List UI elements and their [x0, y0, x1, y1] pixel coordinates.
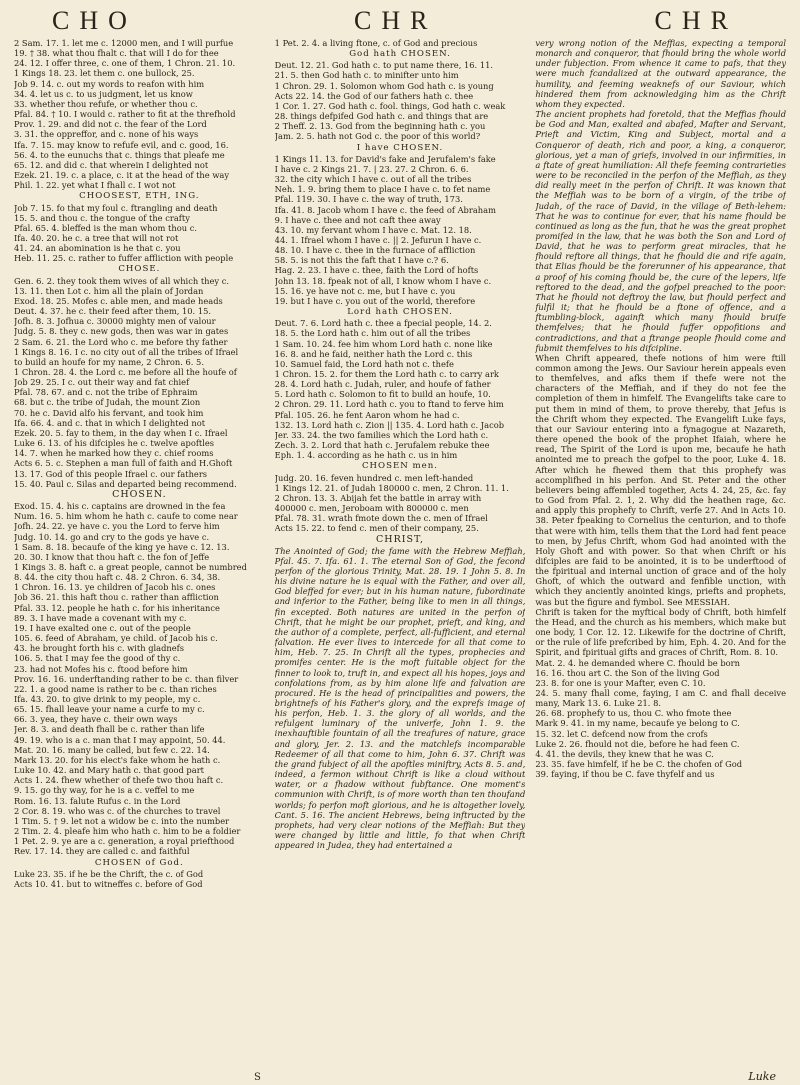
- entry-line: 2 Tim. 2. 4. pleafe him who hath c. him to be a foldier: [14, 826, 241, 837]
- entry-line: 106. 5. that I may fee the good of thy c.: [14, 653, 181, 664]
- header-center: CHR: [353, 6, 438, 35]
- entry-line: Gen. 6. 2. they took them wives of all which they c.: [14, 275, 230, 286]
- entry-line: 9. 15. go thy way, for he is a c. veffel to me: [14, 785, 195, 796]
- entry-heading: CHOSEN men.: [361, 461, 439, 472]
- entry-line: Deut. 4. 37. he c. their feed after them, 10. 15.: [14, 306, 212, 317]
- entry-heading: CHOOSEST, ETH, ING.: [79, 191, 200, 202]
- entry-heading: CHOSE.: [118, 264, 161, 275]
- entry-line: 20. 30. I know that thou haft c. the fon of Jeffe: [14, 551, 210, 562]
- entry-line: Job 9. 14. c. out my words to reafon with him: [14, 78, 205, 89]
- entry-line: Acts 10. 41. but to witneffes c. before of God: [14, 878, 203, 889]
- entry-line: Rev. 17. 14. they are called c. and faithful: [14, 846, 190, 857]
- entry-line: 15. 16. ye have not c. me, but I have c. you: [274, 285, 456, 296]
- entry-line: Acts 6. 5. c. Stephen a man full of faith and H.Ghoft: [14, 458, 233, 469]
- running-header: [14, 6, 786, 36]
- header-right: CHR: [654, 6, 738, 35]
- entry-line: Acts 1. 24. fhew whether of thefe two thou haft c.: [14, 775, 224, 786]
- entry-line: 1 Sam. 8. 18. becaufe of the king ye have c. 12. 13.: [14, 541, 230, 552]
- entry-line: 66. 3. yea, they have c. their own ways: [14, 714, 178, 725]
- entry-line: 5. Lord hath c. Solomon to fit to build an houfe, 10.: [274, 389, 491, 400]
- entry-line: Heb. 11. 25. c. rather to fuffer affliction with people: [14, 253, 234, 264]
- header-left: CHO: [52, 6, 137, 35]
- entry-line: 2 Theff. 2. 13. God from the beginning hath c. you: [274, 121, 486, 132]
- entry-line: 3. 31. the oppreffor, and c. none of his ways: [14, 129, 199, 140]
- entry-line: The ancient prophets had foretold, that the Meffias fhould be God and Man, exalted and abafed, Mafter and Servant, Prieft and Victim, King and Subject, mortal and a Conqueror of death, rich and poor, a king, a conqueror, glorious, yet a man of griefs, involved in our infirmities, in a ftate of great humiliation: All thefe feeming contrarieties were to be reconciled in the perfon of the Meffiah, as they did really meet in the perfon of Chrift. It was known that the Meffiah was to be born of a virgin, of the tribe of Judah, of the race of David, in the village of Beth-lehem: That he was to continue for ever, that his name fhould be continued as long as the fun, that he was the great prophet promifed in the law, that he was both the Son and Lord of David, that he was to perform great miracles, that he fhould reftore all things, that he fhould die and rife again, that Elias fhould be the forerunner of his appearance, that a proof of his coming fhould be, the cure of the lepers, life reftored to the dead, and the gofpel preached to the poor: That he fhould not deftroy the law, but fhould perfect and fulfil it; that he fhould be a ftone of offence, and a ftumbling-block, againft which many fhould bruife themfelves; that he fhould fuffer oppofitions and contradictions, and that a ftrange people fhould come and fubmit themfelves to his difcipline.: [535, 109, 787, 353]
- entry-line: Num. 16. 5. him whom he hath c. caufe to come near: [14, 511, 238, 522]
- entry-line: Jofh. 8. 3. Jofhua c. 30000 mighty men of valour: [14, 316, 216, 327]
- entry-line: 65. 15. fhall leave your name a curfe to my c.: [14, 704, 205, 715]
- entry-line: Deut. 7. 6. Lord hath c. thee a fpecial people, 14. 2.: [274, 318, 492, 329]
- entry-line: 1 Pet. 2. 4. a living ftone, c. of God and precious: [274, 38, 478, 48]
- entry-line: Ifa. 43. 20. to give drink to my people, my c.: [14, 694, 201, 704]
- entry-line: Job 29. 25. I c. out their way and fat chief: [14, 377, 190, 388]
- entry-line: The Anointed of God; the fame with the Hebrew Meffiah, Pfal. 45. 7. Ifa. 61. 1. The eternal Son of God, the fecond perfon of the glorious Trinity, Mat. 28. 19. 1 John 5. 8. In his divine nature he is equal with the Father, and over all, God bleffed for ever; but in his human nature, fubordinate and inferior to the Father, being like to men in all things, fin excepted. Both natures are united in the perfon of Chrift, that he might be our prophet, prieft, and king, and the author of a complete, perfect, all-fufficient, and eternal falvation. He ever lives to intercede for all that come to him, Heb. 7. 25. In Chrift all the types, prophecies and promifes center. He is the moft fuitable object for the finner to look to, truft in, and expect all his hopes, joys and confolations from, as by him alone life and falvation are procured. He is the head of principalities and powers, the brightnefs of his Father's glory, and the exprefs image of his perfon, Heb. 1. 3. the glory of all worlds, and the refulgent luminary of the univerfe, John 1. 9. the inexhauftible fountain of all the treafures of nature, grace and glory, Jer. 2. 13. and the matchlefs incomparable Redeemer of all that come to him, John 6. 37. Chrift was the grand fubject of all the apoftles miniftry, Acts 8. 5. and, indeed, a fermon without Chrift is like a cloud without water, or a fhadow without fubftance. One moment's communion with Chrift, is of more worth than ten thoufand worlds; fo perfon moft glorious, and he is altogether lovely, Cant. 5. 16. The ancient Hebrews, being inftructed by the prophets, had very clear notions of the Meffiah: But they were changed by little and little, fo that when Chrift appeared in Judea, they had entertained a: [274, 545, 526, 851]
- entry-line: 70. he c. David alfo his fervant, and took him: [14, 407, 204, 418]
- entry-line: 1 Kings 12. 21. of Judah 180000 c. men, 2 Chron. 11. 1.: [274, 482, 509, 493]
- entry-line: Luke 2. 26. fhould not die, before he had feen C.: [535, 738, 740, 749]
- entry-line: Job 36. 21. this haft thou c. rather than affliction: [14, 592, 219, 603]
- entry-line: Prov. 16. 16. underftanding rather to be c. than filver: [14, 673, 239, 684]
- entry-line: 1 Cor. 1. 27. God hath c. fool. things, God hath c. weak: [274, 100, 506, 111]
- entry-line: 15. 5. and thou c. the tongue of the crafty: [14, 212, 190, 223]
- entry-line: 19. † 38. what thou fhalt c. that will I do for thee: [14, 48, 219, 59]
- entry-line: Mat. 20. 16. many be called, but few c. 22. 14.: [14, 744, 210, 755]
- entry-line: 1 Chron. 16. 13. ye children of Jacob his c. ones: [14, 582, 216, 593]
- entry-line: 39. faying, if thou be C. fave thyfelf and us: [535, 769, 715, 780]
- entry-line: 23. 35. fave himfelf, if he be C. the chofen of God: [535, 759, 743, 770]
- entry-line: 19. but I have c. you out of the world, therefore: [274, 295, 476, 306]
- entry-line: 33. whether thou refufe, or whether thou c.: [14, 98, 198, 109]
- entry-line: Ifa. 7. 15. may know to refufe evil, and c. good, 16.: [14, 139, 229, 150]
- entry-line: Rom. 16. 13. falute Rufus c. in the Lord: [14, 795, 181, 806]
- entry-line: 16. 16. thou art C. the Son of the living God: [535, 667, 720, 678]
- column-middle: [275, 38, 526, 1068]
- entry-line: 10. Samuel faid, the Lord hath not c. thefe: [274, 358, 454, 369]
- entry-line: John 13. 18. fpeak not of all, I know whom I have c.: [274, 275, 492, 286]
- entry-line: Deut. 12. 21. God hath c. to put name there, 16. 11.: [274, 60, 494, 71]
- entry-line: 24. 12. I offer three, c. one of them, 1 Chron. 21. 10.: [14, 58, 236, 69]
- entry-line: 65. 12. and did c. that wherein I delighted not: [14, 159, 209, 170]
- entry-line: 1 Tim. 5. † 9. let not a widow be c. into the number: [14, 815, 230, 826]
- entry-line: Jofh. 24. 22. ye have c. you the Lord to ferve him: [14, 521, 220, 532]
- entry-line: 49. 19. who is a c. man that I may appoint, 50. 44.: [14, 734, 226, 745]
- entry-line: 28. 4. Lord hath c. Judah, ruler, and houfe of father: [274, 379, 491, 390]
- entry-line: Pfal. 105. 26. he fent Aaron whom he had c.: [274, 409, 460, 420]
- column-right: [535, 38, 786, 1068]
- entry-line: Jam. 2. 5. hath not God c. the poor of this world?: [274, 131, 481, 142]
- entry-line: 68. but c. the tribe of Judah, the mount Zion: [14, 397, 201, 408]
- entry-line: 400000 c. men, Jeroboam with 800000 c. men: [274, 503, 469, 514]
- entry-line: 26. 68. prophefy to us, thou C. who fmote thee: [535, 708, 732, 719]
- entry-line: 1 Kings 11. 13. for David's fake and Jerufalem's fake: [274, 153, 496, 164]
- entry-line: Ezek. 20. 5. fay to them, in the day when I c. Ifrael: [14, 427, 228, 438]
- entry-line: 18. 5. the Lord hath c. him out of all the tribes: [274, 328, 471, 339]
- entry-line: 2 Chron. 29. 11. Lord hath c. you to ftand to ferve him: [274, 399, 504, 410]
- entry-heading: I have CHOSEN.: [356, 142, 444, 153]
- entry-line: 1 Sam. 10. 24. fee him whom Lord hath c. none like: [274, 338, 493, 349]
- entry-line: Judg. 20. 16. feven hundred c. men left-handed: [274, 472, 474, 483]
- entry-line: 43. 10. my fervant whom I have c. Mat. 12. 18.: [274, 224, 472, 235]
- entry-line: 1 Pet. 2. 9. ye are a c. generation, a royal priefthood: [14, 836, 235, 847]
- entry-line: Mark 13. 20. for his elect's fake whom he hath c.: [14, 754, 221, 765]
- entry-line: Judg. 10. 14. go and cry to the gods ye have c.: [14, 531, 210, 542]
- entry-line: 1 Chron. 29. 1. Solomon whom God hath c. is young: [274, 80, 494, 91]
- entry-line: Pfal. 78. 31. wrath fmote down the c. men of Ifrael: [274, 513, 488, 524]
- entry-heading: God hath CHOSEN.: [349, 49, 451, 60]
- entry-line: Jer. 33. 24. the two families which the Lord hath c.: [274, 429, 489, 440]
- entry-line: 14. 7. when he marked how they c. chief rooms: [14, 448, 214, 459]
- entry-line: Pfal. 84. † 10. I would c. rather to fit at the threfhold: [14, 109, 236, 120]
- entry-line: 105. 6. feed of Abraham, ye child. of Jacob his c.: [14, 633, 218, 644]
- entry-line: 28. things defpifed God hath c. and things that are: [274, 111, 489, 122]
- entry-line: Ifa. 40. 20. he c. a tree that will not rot: [14, 232, 179, 243]
- entry-line: Chrift is taken for the myftical body of Chrift, both himfelf the Head, and the church as his members, which make but one body, 1 Cor. 12. 12. Likewife for the doctrine of Chrift, or the rule of life prefcribed by him, Eph. 4. 20. And for the Spirit, and fpiritual gifts and graces of Chrift, Rom. 8. 10.: [535, 606, 787, 658]
- catchword: Luke: [748, 1070, 776, 1083]
- entry-line: 34. 4. let us c. to us judgment, let us know: [14, 88, 193, 99]
- entry-line: Pfal. 78. 67. and c. not the tribe of Ephraim: [14, 387, 198, 398]
- entry-line: 2 Sam. 17. 1. let me c. 12000 men, and I will purfue: [14, 38, 234, 48]
- entry-line: Ifa. 66. 4. and c. that in which I delighted not: [14, 417, 206, 428]
- entry-line: Job 7. 15. fo that my foul c. ftrangling and death: [14, 202, 218, 213]
- entry-heading: CHOSEN of God.: [94, 857, 184, 868]
- entry-line: Luke 10. 42. and Mary hath c. that good part: [14, 765, 204, 776]
- entry-line: 13. 17. God of this people Ifrael c. our fathers: [14, 468, 208, 479]
- entry-line: 2 Chron. 13. 3. Abijah fet the battle in array with: [274, 492, 482, 503]
- entry-line: 15. 32. let C. defcend now from the crofs: [535, 728, 708, 739]
- entry-line: 32. the city which I have c. out of all the tribes: [274, 174, 472, 185]
- entry-line: 2 Sam. 6. 21. the Lord who c. me before thy father: [14, 336, 228, 347]
- entry-line: 19. I have exalted one c. out of the people: [14, 622, 191, 633]
- entry-line: Judg. 5. 8. they c. new gods, then was war in gates: [14, 326, 229, 337]
- entry-line: Hag. 2. 23. I have c. thee, faith the Lord of hofts: [274, 265, 479, 276]
- entry-line: 43. he brought forth his c. with gladnefs: [14, 643, 185, 654]
- entry-line: Zech. 3. 2. Lord that hath c. Jerufalem rebuke thee: [274, 440, 490, 451]
- entry-line: very wrong notion of the Meffias, expecting a temporal monarch and conqueror, that fhould bring the whole world under fubjection. From whence it came to pafs, that they were much fcandalized at the outward appearance, the humility, and feeming weaknefs of our Saviour, which hindered them from acknowledging him as the Chrift whom they expected.: [535, 38, 787, 109]
- entry-line: Mat. 2. 4. he demanded where C. fhould be born: [535, 657, 740, 668]
- entry-line: 44. 1. Ifrael whom I have c. || 2. Jefurun I have c.: [274, 234, 482, 245]
- entry-line: Eph. 1. 4. according as he hath c. us in him: [274, 450, 458, 461]
- entry-line: I have c. 2 Kings 21. 7. | 23. 27. 2 Chron. 6. 6.: [274, 163, 469, 174]
- entry-line: Pfal. 33. 12. people he hath c. for his inheritance: [14, 602, 220, 613]
- entry-line: Acts 15. 22. to fend c. men of their company, 25.: [274, 523, 479, 534]
- entry-line: Phil. 1. 22. yet what I fhall c. I wot not: [14, 180, 176, 191]
- entry-line: Ifa. 41. 8. Jacob whom I have c. the feed of Abraham: [274, 204, 496, 215]
- entry-line: 56. 4. to the eunuchs that c. things that pleafe me: [14, 149, 225, 160]
- entry-line: Exod. 15. 4. his c. captains are drowned in the fea: [14, 501, 226, 512]
- text-columns: [14, 38, 786, 1068]
- entry-line: Neh. 1. 9. bring them to place I have c. to fet name: [274, 184, 491, 195]
- entry-line: 132. 13. Lord hath c. Zion || 135. 4. Lord hath c. Jacob: [274, 419, 505, 430]
- entry-line: 1 Kings 8. 16. I c. no city out of all the tribes of Ifrael: [14, 346, 239, 357]
- entry-line: 8. 44. the city thou haft c. 48. 2 Chron. 6. 34, 38.: [14, 572, 221, 583]
- entry-line: 4. 41. the devils, they knew that he was C.: [535, 748, 714, 759]
- entry-line: 58. 5. is not this the faft that I have c.? 6.: [274, 255, 449, 266]
- entry-line: Pfal. 119. 30. I have c. the way of truth, 173.: [274, 194, 463, 205]
- signature-mark: S: [254, 1072, 261, 1083]
- entry-heading: CHOSEN.: [112, 488, 167, 500]
- entry-line: 21. 5. then God hath c. to minifter unto him: [274, 70, 459, 81]
- entry-line: 1 Kings 3. 8. haft c. a great people, cannot be numbred: [14, 561, 247, 572]
- entry-line: Mark 9. 41. in my name, becaufe ye belong to C.: [535, 718, 740, 729]
- entry-line: 2 Cor. 8. 19. who was c. of the churches to travel: [14, 805, 221, 816]
- entry-line: 13. 11. then Lot c. him all the plain of Jordan: [14, 285, 204, 296]
- entry-line: 1 Kings 18. 23. let them c. one bullock, 25.: [14, 68, 195, 79]
- entry-line: Luke 6. 13. of his difciples he c. twelve apoftles: [14, 438, 215, 449]
- entry-line: 16. 8. and he faid, neither hath the Lord c. this: [274, 348, 473, 359]
- entry-line: 15. 40. Paul c. Silas and departed being recommend.: [14, 478, 237, 489]
- entry-line: to build an houfe for my name, 2 Chron. 6. 5.: [14, 356, 204, 367]
- entry-line: Luke 23. 35. if he be the Chrift, the c. of God: [14, 868, 204, 879]
- entry-line: 1 Chron. 28. 4. the Lord c. me before all the houfe of: [14, 367, 237, 377]
- entry-line: Ezek. 21. 19. c. a place, c. it at the head of the way: [14, 170, 230, 181]
- entry-line: Acts 22. 14. the God of our fathers hath c. thee: [274, 90, 474, 101]
- entry-line: Prov. 1. 29. and did not c. the fear of the Lord: [14, 119, 207, 130]
- entry-line: 89. 3. I have made a covenant with my c.: [14, 612, 187, 623]
- entry-line: 9. I have c. thee and not caft thee away: [274, 214, 441, 225]
- entry-line: Jer. 8. 3. and death fhall be c. rather than life: [14, 724, 205, 735]
- entry-line: 48. 10. I have c. thee in the furnace of affliction: [274, 245, 476, 256]
- entry-line: 1 Chron. 15. 2. for them the Lord hath c. to carry ark: [274, 369, 499, 379]
- entry-line: 22. 1. a good name is rather to be c. than riches: [14, 683, 217, 694]
- column-left: [14, 38, 265, 1068]
- entry-line: 41. 24. an abomination is he that c. you: [14, 243, 181, 254]
- entry-line: Exod. 18. 25. Mofes c. able men, and made heads: [14, 295, 223, 306]
- entry-line: 24. 5. many fhall come, faying, I am C. and fhall deceive many, Mark 13. 6. Luke 21. 8.: [535, 688, 787, 709]
- entry-line: Pfal. 65. 4. bleffed is the man whom thou c.: [14, 222, 197, 233]
- entry-heading: CHRIST,: [376, 533, 424, 545]
- entry-line: 23. had not Mofes his c. ftood before him: [14, 663, 188, 674]
- entry-heading: Lord hath CHOSEN.: [347, 307, 453, 318]
- entry-line: 23. 8. for one is your Mafter, even C. 10.: [535, 677, 706, 688]
- entry-line: When Chrift appeared, thefe notions of him were ftill common among the Jews. Our Saviour herein appeals even to themfelves, and afks them if thefe were not the characters of the Meffiah, and if they do not fee the completion of them in himfelf. The Evangelifts take care to put them in mind of them, to prove thereby, that Jefus is the Chrift whom they expected. The Evangelift Luke fays, that our Saviour entering into a fynagogue at Nazareth, there opened the book of the prophet Ifaiah, where he read, The Spirit of the Lord is upon me, becaufe he hath anointed me to preach the gofpel to the poor, Luke 4. 18. After which he fhewed them that this prophefy was accomplifhed in his perfon. And St. Peter and the other believers being affembled together, Acts 4. 24, 25, &c. fay to God from Pfal. 2. 1, 2. Why did the heathen rage, &c. and apply this prophefy to Chrift, verfe 27. And in Acts 10. 38. Peter fpeaking to Cornelius the centurion, and to thofe that were with him, tells them that the Lord had fent peace to men, by Jefus Chrift, whom God had anointed with the Holy Ghoft and with power. So that when Chrift or his difciples are faid to be anointed, it is to be underftood of the fpiritual and internal unction of grace and of the holy Ghoft, of which the outward and fenfible unction, with which they anciently anointed kings, priefts and prophets, was but the figure and fymbol. See MESSIAH.: [535, 352, 787, 607]
